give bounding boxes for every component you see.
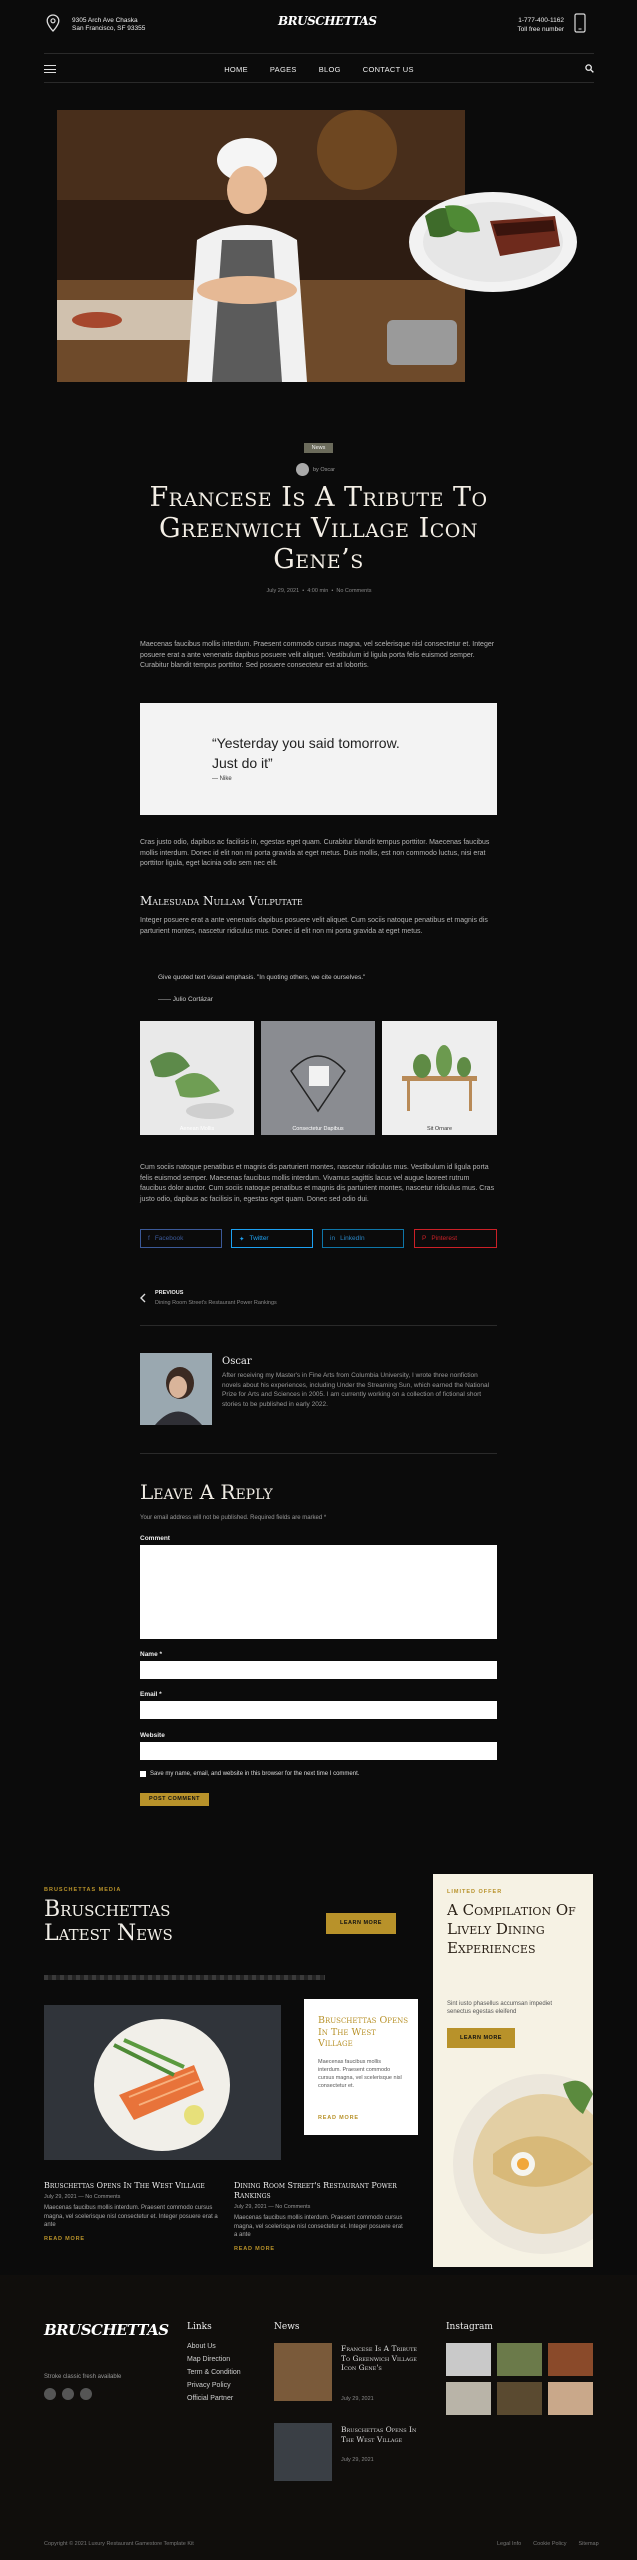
footer-news-heading: News (274, 2322, 300, 2332)
gallery-caption-2: Consectetur Dapibus (292, 1126, 344, 1132)
post-comment-button[interactable]: POST COMMENT (140, 1793, 209, 1806)
footer-legal-link[interactable]: Legal Info (497, 2541, 522, 2547)
instagram-photo[interactable] (548, 2343, 593, 2376)
divider (140, 1325, 497, 1326)
paragraph-3: Integer posuere erat a ante venenatis dapibus posuere velit aliquet. Cum sociis natoque penatibus et magnis dis parturient montes, nascetur ridiculus mus. Donec id elit non mi porta gravida at eget metus. (140, 917, 488, 935)
post-comments[interactable]: No Comments (336, 588, 372, 594)
paragraph-2: Cras justo odio, dapibus ac facilisis in, egestas eget quam. Curabitur blandit tempus porttitor. Maecenas faucibus mollis interdum. Donec id elit non mi porta gravida at eget metus. Duis mollis, est non commodo luctus, nisi erat porttitor ligula, eget lacinia odio sem nec elit. (140, 839, 490, 867)
email-label: Email * (140, 1691, 162, 1698)
instagram-photo[interactable] (497, 2382, 542, 2415)
previous-title: Dining Room Street's Restaurant Power Rankings (155, 1300, 277, 1306)
feature-read-more[interactable]: READ MORE (318, 2115, 359, 2121)
gallery-item-2[interactable] (261, 1021, 375, 1135)
intro-paragraph: Maecenas faucibus mollis interdum. Praesent commodo cursus magna, vel scelerisque nisl consectetur et. Integer posuere erat a ante venenatis dapibus posuere velit aliquet. Vestibulum id ligula porta felis euismod semper. Curabitur blandit tempus porttitor. Sed posuere consectetur est at lobortis. (140, 641, 495, 669)
blockquote: Give quoted text visual emphasis. "In quoting others, we cite ourselves." (158, 974, 366, 981)
promo-banner[interactable] (433, 1874, 593, 2267)
footer-links (187, 2340, 247, 2405)
author-box-bio: After receiving my Master's in Fine Arts from Columbia University, I wrote three nonfiction novels about his experiences, including Under the Streaming Sun, which earned the National Prize for Arts and Sciences in 2005. I am currently working on a collection of fictional short stories to be published in early 2022. (222, 1372, 490, 1408)
location-pin-icon (46, 14, 60, 32)
gallery-caption-3: Sit Ornare (426, 1126, 453, 1132)
share-twitter-label: Twitter (249, 1235, 269, 1242)
chevron-left-icon (140, 1293, 146, 1303)
footer-instagram-heading: Instagram (446, 2322, 493, 2332)
post-read-time: 4:00 min (307, 588, 329, 594)
post-meta: July 29, 2021 • 4:00 min • No Comments (266, 588, 372, 594)
footer-facebook-icon[interactable] (44, 2388, 56, 2400)
footer-links-heading: Links (187, 2322, 212, 2332)
twitter-icon: ✦ (239, 1235, 245, 1243)
promo-pasta-image (433, 2054, 593, 2267)
divider (140, 1453, 497, 1454)
nav-home[interactable]: HOME (224, 64, 248, 74)
footer-link-privacy[interactable]: Privacy Policy (187, 2382, 231, 2389)
nav-blog[interactable]: BLOG (318, 64, 341, 74)
category-badge[interactable]: News (304, 443, 333, 453)
footer-youtube-icon[interactable] (80, 2388, 92, 2400)
post-date: July 29, 2021 (266, 588, 300, 594)
name-label: Name * (140, 1651, 163, 1658)
reply-note: Your email address will not be published. Required fields are marked * (140, 1515, 327, 1521)
news-card-1-meta: July 29, 2021 — No Comments (44, 2194, 121, 2200)
news-card-1-read-more[interactable]: READ MORE (44, 2235, 85, 2242)
promo-text: Sint iusto phasellus accumsan impediet senectus egestas eleifend (447, 2001, 553, 2015)
paragraph-4: Cum sociis natoque penatibus et magnis dis parturient montes, nascetur ridiculus mus. Vestibulum id ligula porta felis euismod semper. Maecenas faucibus mollis interdum. Vivamus sagittis lacus vel augue laoreet rutrum faucibus dolor auctor. Cum sociis natoque penatibus et magnis dis parturient montes, nascetur ridiculus mus. Cras justo odio, dapibus ac facilisis in, egestas eget quam. Donec sed odio dui. (140, 1164, 495, 1203)
feature-title[interactable]: Bruschettas Opens In The West Village (318, 2015, 409, 2049)
author-byline[interactable]: by Oscar (313, 467, 336, 473)
previous-post-link[interactable] (140, 1289, 340, 1309)
website-label: Website (140, 1732, 165, 1739)
footer-tagline: Stroke classic fresh available (44, 2374, 122, 2380)
carousel-track (44, 1975, 325, 1980)
promo-title: A Compilation Of Lively Dining Experiences (447, 1901, 576, 1957)
promo-learn-more-button[interactable]: LEARN MORE (447, 2028, 515, 2048)
footer-link-terms[interactable]: Term & Condition (187, 2369, 241, 2376)
share-facebook-label: Facebook (154, 1235, 184, 1242)
feature-text: Maecenas faucibus mollis interdum. Praesent commodo cursus magna, vel scelerisque nisl consectetur et. (318, 2059, 402, 2089)
gallery-caption-1: Aenean Mollis (179, 1126, 215, 1132)
footer-logo[interactable]: BRUSCHETTAS (44, 2321, 169, 2339)
feature-news-card[interactable] (304, 1999, 418, 2135)
pinterest-icon: P (422, 1235, 427, 1242)
quote-box (140, 703, 497, 815)
comment-label: Comment (140, 1535, 170, 1542)
instagram-photo[interactable] (446, 2382, 491, 2415)
linkedin-icon: in (330, 1235, 336, 1242)
phone-sub: Toll free number (517, 26, 564, 33)
previous-label: PREVIOUS (155, 1290, 184, 1296)
steak-plate-image (405, 186, 580, 298)
share-pinterest-label: Pinterest (431, 1235, 457, 1242)
quote-text: “Yesterday you said tomorrow. Just do it” (212, 735, 400, 771)
gallery-item-1[interactable] (140, 1021, 254, 1135)
subheading: Malesuada Nullam Vulputate (140, 894, 303, 908)
share-twitter-button[interactable] (231, 1229, 313, 1248)
search-icon[interactable] (585, 64, 594, 73)
name-input[interactable] (140, 1661, 497, 1679)
comment-textarea[interactable] (140, 1545, 497, 1639)
promo-eyebrow: LIMITED OFFER (447, 1889, 503, 1895)
share-facebook-button[interactable] (140, 1229, 222, 1248)
news-card-2-read-more[interactable]: READ MORE (234, 2245, 275, 2252)
gallery-item-3[interactable] (382, 1021, 497, 1135)
news-card-2-text: Maecenas faucibus mollis interdum. Praesent commodo cursus magna, vel scelerisque nisl consectetur et. Integer posuere erat a ante (234, 2215, 403, 2238)
footer-twitter-icon[interactable] (62, 2388, 74, 2400)
author-box-avatar (140, 1353, 212, 1425)
news-card-2-meta: July 29, 2021 — No Comments (234, 2204, 311, 2210)
instagram-photo[interactable] (497, 2343, 542, 2376)
news-card-2-title[interactable]: Dining Room Street's Restaurant Power Rankings (234, 2181, 397, 2200)
footer (0, 2275, 637, 2560)
footer-news-1-thumb[interactable] (274, 2343, 332, 2401)
instagram-photo[interactable] (548, 2382, 593, 2415)
footer-news-1-date: July 29, 2021 (341, 2396, 374, 2402)
hero-image (57, 110, 465, 382)
latest-eyebrow: BRUSCHETTAS MEDIA (44, 1887, 122, 1893)
footer-news-2-title[interactable]: Bruschettas Opens In The West Village (341, 2425, 417, 2444)
copyright: Copyright © 2021 Luxury Restaurant Gamestore Template Kit (44, 2541, 194, 2547)
reply-heading: Leave A Reply (140, 1480, 273, 1504)
footer-cookie-link[interactable]: Cookie Policy (533, 2541, 567, 2547)
author-box-name[interactable]: Oscar (222, 1356, 252, 1367)
footer-news-1-title[interactable]: Francese Is A Tribute To Greenwich Village Icon Gene's (341, 2344, 418, 2372)
footer-news-2-date: July 29, 2021 (341, 2457, 374, 2463)
facebook-icon: f (148, 1235, 150, 1242)
address (72, 17, 145, 33)
author-avatar (296, 463, 309, 476)
main-nav (44, 53, 594, 83)
top-bar (0, 0, 637, 52)
share-pinterest-button[interactable] (414, 1229, 497, 1248)
news-card-1-text: Maecenas faucibus mollis interdum. Praesent commodo cursus magna, vel scelerisque nisl consectetur et. Integer posuere erat a ante (44, 2205, 218, 2228)
website-input[interactable] (140, 1742, 497, 1760)
news-card-2[interactable] (234, 2181, 404, 2252)
latest-heading: Bruschettas Latest News (44, 1897, 173, 1946)
share-linkedin-button[interactable] (322, 1229, 404, 1248)
email-input[interactable] (140, 1701, 497, 1719)
footer-link-about[interactable]: About Us (187, 2343, 216, 2350)
save-info-label: Save my name, email, and website in this browser for the next time I comment. (150, 1771, 360, 1777)
phone-number[interactable]: 1-777-400-1162 (518, 17, 564, 24)
footer-news-2-thumb[interactable] (274, 2423, 332, 2481)
logo[interactable]: BRUSCHETTAS (278, 14, 377, 28)
footer-sitemap-link[interactable]: Sitemap (578, 2541, 599, 2547)
phone-block[interactable] (500, 16, 564, 34)
instagram-grid (446, 2343, 593, 2415)
nav-pages[interactable]: PAGES (269, 64, 297, 74)
page-title: Francese Is A Tribute To Greenwich Village Icon Gene’s (149, 482, 488, 575)
address-line1: 9305 Arch Ave Chaska (72, 17, 138, 24)
learn-more-button[interactable]: LEARN MORE (326, 1913, 396, 1934)
address-line2: San Francisco, SF 93355 (72, 25, 146, 32)
footer-link-partner[interactable]: Official Partner (187, 2395, 234, 2402)
footer-bottom-links (497, 2541, 599, 2547)
instagram-photo[interactable] (446, 2343, 491, 2376)
blockquote-author: —— Julio Cortázar (158, 996, 213, 1003)
quote-author: — Nike (212, 776, 232, 782)
phone-icon (574, 13, 586, 33)
news-card-1[interactable] (44, 2181, 224, 2242)
nav-contact[interactable]: CONTACT US (362, 64, 414, 74)
footer-link-map[interactable]: Map Direction (187, 2356, 231, 2363)
save-info-checkbox[interactable] (140, 1771, 146, 1777)
feature-news-image[interactable] (44, 2005, 281, 2160)
share-linkedin-label: LinkedIn (340, 1235, 365, 1242)
news-card-1-title[interactable]: Bruschettas Opens In The West Village (44, 2181, 205, 2190)
